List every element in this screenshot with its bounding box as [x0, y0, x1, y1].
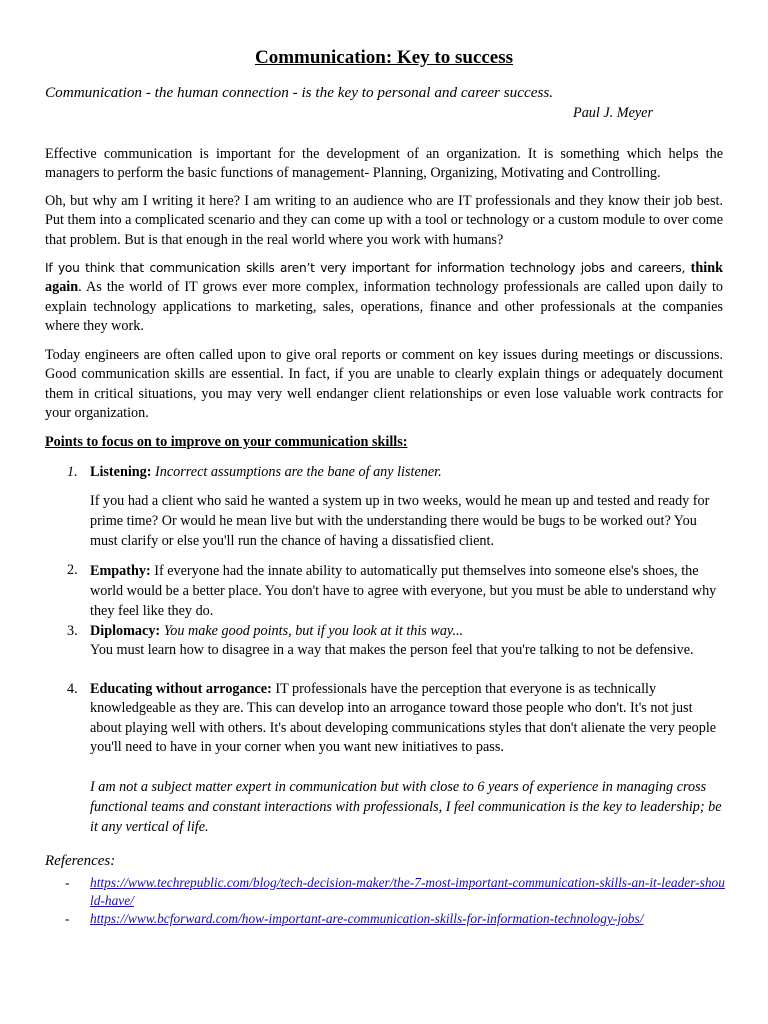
- list-number: 4.: [67, 681, 78, 697]
- point-label: Empathy:: [90, 563, 151, 579]
- point-detail: You must learn how to disagree in a way that makes the person feel that you're talking to not be defensive.: [90, 642, 694, 659]
- paragraph-think-again: [45, 259, 723, 337]
- point-detail: If everyone had the innate ability to automatically put themselves into someone else's shoes, the world would be a better place. You don't have to agree with everyone, but you must be able to understand why they feel like they do.: [90, 563, 717, 619]
- list-item-body: [90, 622, 723, 661]
- list-number: 1.: [67, 464, 78, 480]
- point-label: Diplomacy:: [90, 623, 161, 639]
- list-item-body: [90, 561, 723, 621]
- paragraph-think-again-rest: . As the world of IT grows ever more complex, information technology professionals are called upon daily to explain technology applications to marketing, sales, operations, finance and other professionals at the companies where they work.: [45, 279, 723, 335]
- point-label: Educating without arrogance:: [90, 681, 272, 697]
- paragraph-think-again-lead: If you think that communication skills aren’t very important for information technology jobs and careers,: [45, 261, 686, 275]
- list-number: 3.: [67, 623, 78, 639]
- epigraph-quote: Communication - the human connection - is the key to personal and career success.: [45, 84, 554, 101]
- point-detail: IT professionals have the perception that everyone is as technically knowledgeable as they are. This can develop into an arrogance toward those people who don't. It's not just about playing well with others. It's about developing communications styles that don't alienate the very people you'll need to have in your corner when you want new initiatives to pass.: [90, 681, 717, 756]
- epigraph-author: Paul J. Meyer: [573, 105, 653, 121]
- references-title: References:: [45, 853, 116, 869]
- paragraph-engineers: Today engineers are often called upon to give oral reports or comment on key issues during meetings or discussions. Good communication skills are essential. In fact, if you are unable to clearly explain things or adequately document them in critical situations, you may very well endanger client relationships or even lose valuable work contracts for your organization.: [45, 347, 723, 422]
- reference-link-techrepublic[interactable]: https://www.techrepublic.com/blog/tech-decision-maker/the-7-most-important-communication-skills-an-it-leader-should-have/: [90, 875, 725, 908]
- points-heading: Points to focus on to improve on your communication skills:: [45, 434, 408, 450]
- paragraph-audience: Oh, but why am I writing it here? I am writing to an audience who are IT professionals and they know their job best. Put them into a complicated scenario and they can come up with a tool or technology or a custom module to over come that problem. But is that enough in the real world where you work with humans?: [45, 193, 723, 248]
- point-detail: If you had a client who said he wanted a system up in two weeks, would he mean up and tested and ready for prime time? Or would he mean live but with the understanding there would be bugs to be worked out? You must clarify or else you'll run the chance of having a dissatisfied client.: [90, 493, 710, 550]
- paragraph-intro: Effective communication is important for the development of an organization. It is something which helps the managers to perform the basic functions of management- Planning, Organizing, Motivating and Controlling.: [45, 146, 723, 182]
- point-subtitle: You make good points, but if you look at it this way...: [163, 623, 464, 639]
- reference-bullet: -: [65, 911, 70, 926]
- reference-link-bcforward[interactable]: https://www.bcforward.com/how-important-are-communication-skills-for-information-technology-jobs/: [90, 911, 644, 926]
- paragraph-think-again-bold: think again: [45, 260, 723, 296]
- reference-bullet: -: [65, 875, 70, 890]
- point-subtitle: Incorrect assumptions are the bane of any listener.: [155, 464, 442, 480]
- page-title: Communication: Key to success: [254, 47, 514, 68]
- list-item-body: [90, 680, 723, 837]
- list-number: 2.: [67, 562, 78, 578]
- point-label: Listening:: [90, 464, 152, 480]
- closing-statement: I am not a subject matter expert in communication but with close to 6 years of experience in managing cross functional teams and constant interactions with professionals, I feel communication is the key to leadership; be it any vertical of life.: [90, 778, 722, 835]
- list-item-body: [90, 463, 723, 551]
